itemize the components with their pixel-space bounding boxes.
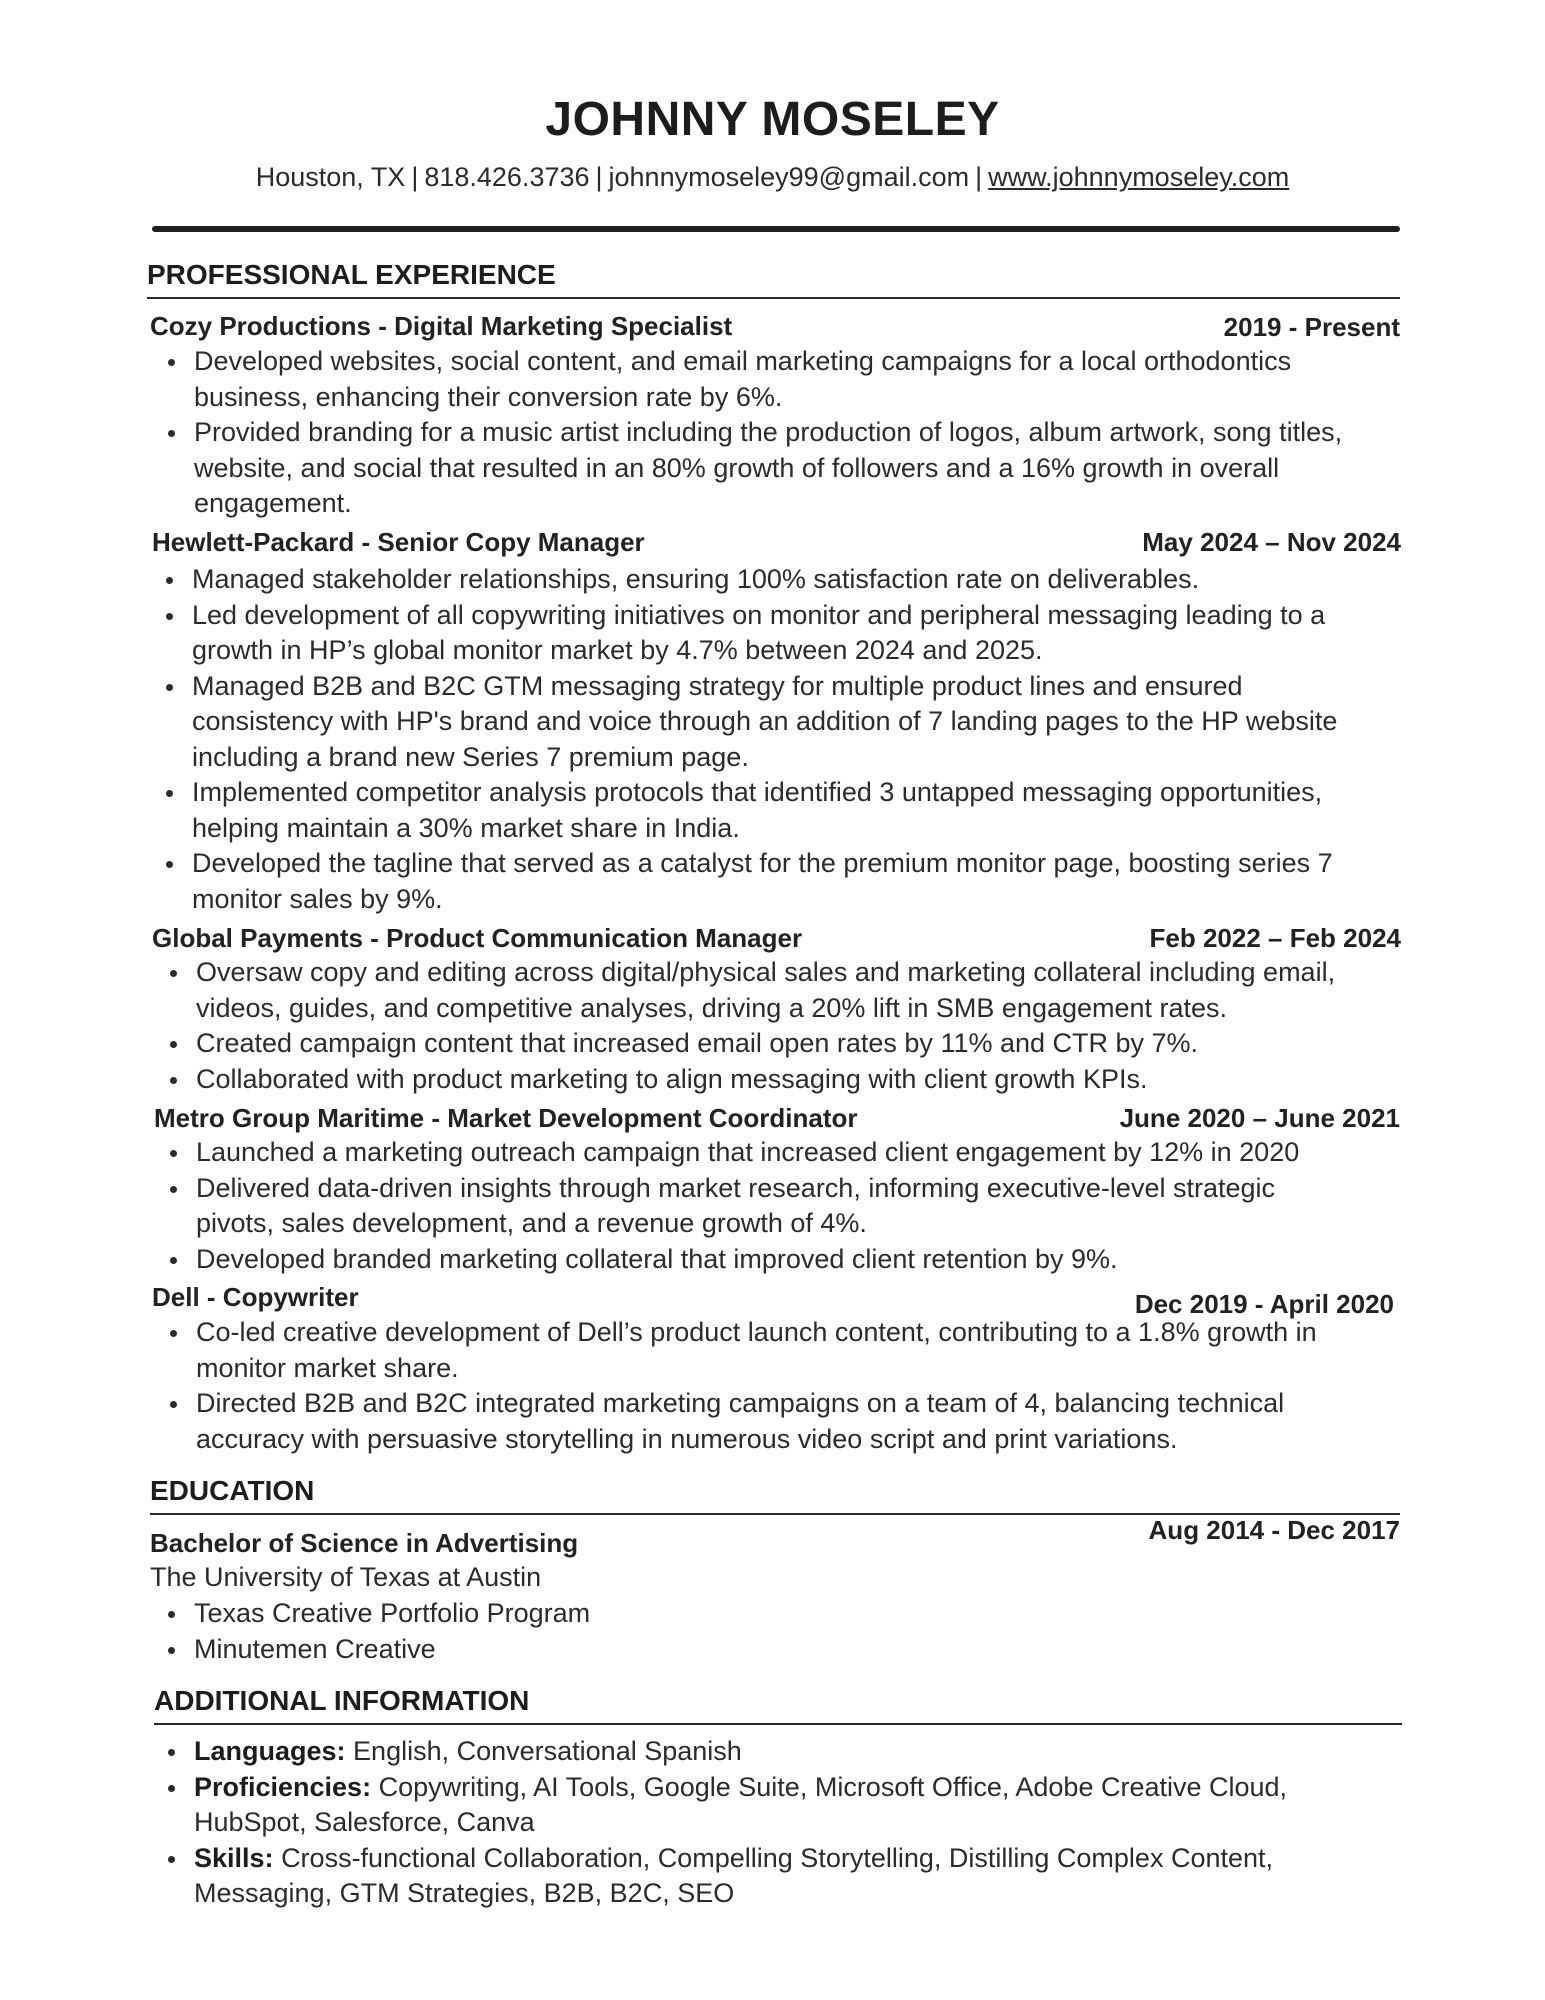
list-item: Managed stakeholder relationships, ensuring 100% satisfaction rate on deliverables. bbox=[148, 562, 1340, 598]
job-title: Hewlett-Packard - Senior Copy Manager bbox=[152, 527, 645, 557]
job-dates: 2019 - Present bbox=[1223, 312, 1400, 342]
item-text: Copywriting, AI Tools, Google Suite, Microsoft Office, Adobe Creative Cloud, HubSpot, Salesforce, Canva bbox=[194, 1771, 1288, 1837]
job-dates: June 2020 – June 2021 bbox=[1119, 1103, 1400, 1133]
candidate-name: JOHNNY MOSELEY bbox=[545, 93, 1000, 146]
list-item: Provided branding for a music artist including the production of logos, album artwork, song titles, website, and social that resulted in an 80% growth of followers and a 16% growth in overall engagement. bbox=[150, 415, 1360, 522]
list-item: Co-led creative development of Dell’s product launch content, contributing to a 1.8% growth in monitor market share. bbox=[152, 1315, 1362, 1386]
job-title: Metro Group Maritime - Market Development Coordinator bbox=[154, 1103, 858, 1133]
job-title: Cozy Productions - Digital Marketing Specialist bbox=[150, 311, 733, 341]
experience-divider bbox=[147, 297, 1400, 299]
item-label: Proficiencies: bbox=[194, 1771, 372, 1802]
list-item: Collaborated with product marketing to align messaging with client growth KPIs. bbox=[152, 1062, 1377, 1098]
degree-title: Bachelor of Science in Advertising bbox=[150, 1528, 579, 1558]
job-dates: May 2024 – Nov 2024 bbox=[1142, 527, 1401, 557]
experience-heading: PROFESSIONAL EXPERIENCE bbox=[147, 259, 556, 290]
item-label: Skills: bbox=[194, 1842, 274, 1873]
separator: | bbox=[411, 162, 419, 192]
phone: 818.426.3736 bbox=[424, 162, 590, 192]
list-item: Delivered data-driven insights through market research, informing executive-level strategic pivots, sales development, and a revenue growth of 4%. bbox=[152, 1171, 1352, 1242]
list-item: Oversaw copy and editing across digital/physical sales and marketing collateral including email, videos, guides, and competitive analyses, driving a 20% lift in SMB engagement rates. bbox=[152, 955, 1377, 1026]
job-bullets bbox=[150, 344, 1360, 522]
additional-bullets bbox=[150, 1734, 1360, 1912]
email: johnnymoseley99@gmail.com bbox=[608, 162, 970, 192]
education-dates: Aug 2014 - Dec 2017 bbox=[1148, 1515, 1400, 1545]
location: Houston, TX bbox=[255, 162, 406, 192]
job-bullets bbox=[148, 562, 1340, 917]
list-item: Developed websites, social content, and email marketing campaigns for a local orthodontics business, enhancing their conversion rate by 6%. bbox=[150, 344, 1360, 415]
additional-divider bbox=[154, 1723, 1402, 1725]
separator: | bbox=[595, 162, 603, 192]
list-item bbox=[150, 1734, 1360, 1770]
additional-heading: ADDITIONAL INFORMATION bbox=[154, 1685, 530, 1716]
list-item: Managed B2B and B2C GTM messaging strategy for multiple product lines and ensured consistency with HP's brand and voice through an addition of 7 landing pages to the HP website including a brand new Series 7 premium page. bbox=[148, 669, 1340, 776]
header-divider bbox=[152, 226, 1400, 232]
school-name: The University of Texas at Austin bbox=[150, 1562, 542, 1592]
separator: | bbox=[975, 162, 983, 192]
website-link[interactable]: www.johnnymoseley.com bbox=[988, 162, 1290, 192]
job-bullets bbox=[152, 955, 1377, 1097]
contact-line bbox=[0, 162, 1545, 193]
job-dates: Feb 2022 – Feb 2024 bbox=[1149, 923, 1401, 953]
list-item: Minutemen Creative bbox=[150, 1632, 950, 1668]
list-item: Launched a marketing outreach campaign that increased client engagement by 12% in 2020 bbox=[152, 1135, 1352, 1171]
job-title: Dell - Copywriter bbox=[152, 1282, 359, 1312]
item-text: Cross-functional Collaboration, Compelling Storytelling, Distilling Complex Content, Messaging, GTM Strategies, B2B, B2C, SEO bbox=[194, 1842, 1274, 1908]
job-bullets bbox=[152, 1135, 1352, 1277]
list-item: Implemented competitor analysis protocols that identified 3 untapped messaging opportunities, helping maintain a 30% market share in India. bbox=[148, 775, 1340, 846]
list-item bbox=[150, 1841, 1360, 1912]
list-item bbox=[150, 1770, 1360, 1841]
list-item: Directed B2B and B2C integrated marketing campaigns on a team of 4, balancing technical accuracy with persuasive storytelling in numerous video script and print variations. bbox=[152, 1386, 1362, 1457]
list-item: Developed branded marketing collateral that improved client retention by 9%. bbox=[152, 1242, 1352, 1278]
job-bullets bbox=[152, 1315, 1362, 1457]
item-label: Languages: bbox=[194, 1736, 346, 1766]
education-bullets bbox=[150, 1596, 950, 1667]
job-dates: Dec 2019 - April 2020 bbox=[1134, 1289, 1394, 1319]
education-heading: EDUCATION bbox=[150, 1475, 315, 1506]
list-item: Created campaign content that increased email open rates by 11% and CTR by 7%. bbox=[152, 1026, 1377, 1062]
list-item: Texas Creative Portfolio Program bbox=[150, 1596, 950, 1632]
list-item: Developed the tagline that served as a catalyst for the premium monitor page, boosting series 7 monitor sales by 9%. bbox=[148, 846, 1340, 917]
item-text: English, Conversational Spanish bbox=[353, 1736, 742, 1766]
list-item: Led development of all copywriting initiatives on monitor and peripheral messaging leading to a growth in HP’s global monitor market by 4.7% between 2024 and 2025. bbox=[148, 598, 1340, 669]
job-title: Global Payments - Product Communication Manager bbox=[152, 923, 803, 953]
